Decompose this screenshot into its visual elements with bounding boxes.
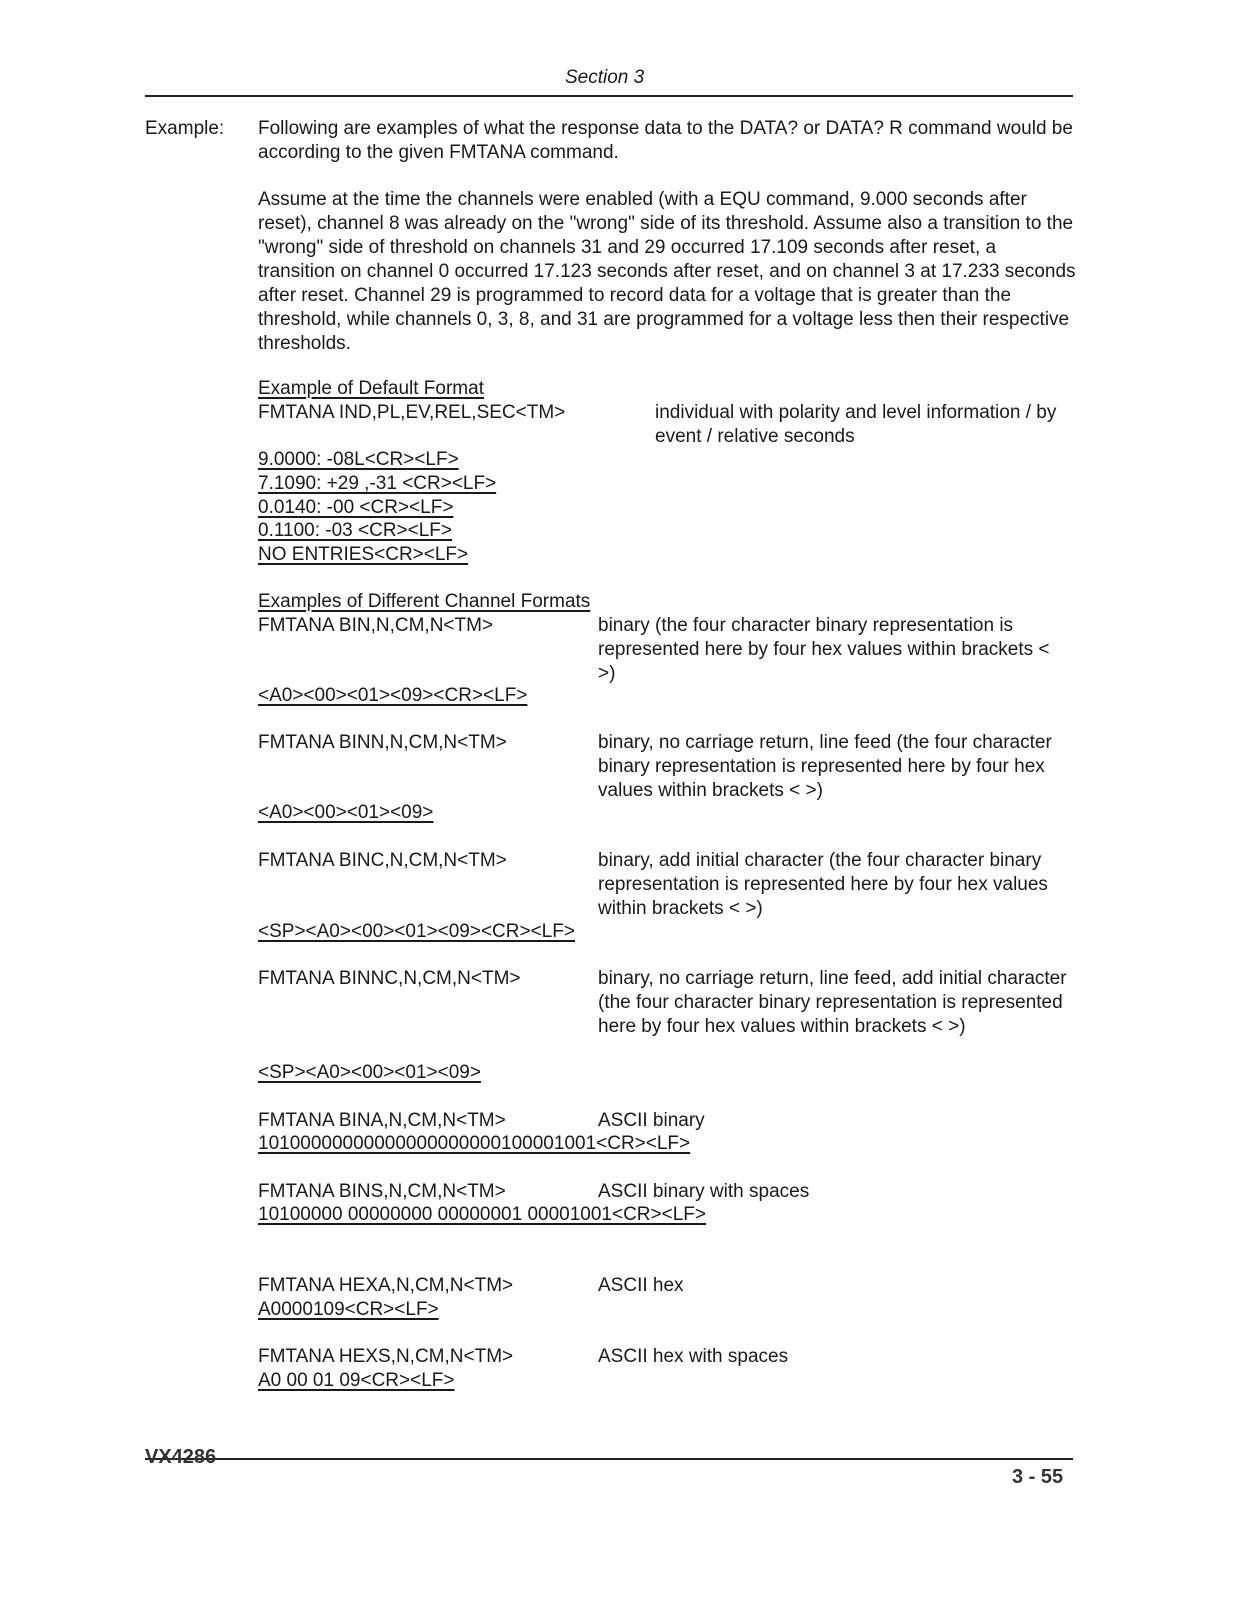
section-header: Section 3: [565, 67, 645, 88]
assumption-paragraph: Assume at the time the channels were enabled (with a EQU command, 9.000 seconds after reset), channel 8 was already on the "wrong" side of its threshold. Assume also a transition to the "wrong" side of threshold on channels 31 and 29 occurred 17.109 seconds after reset, a transition on channel 0 occurred 17.123 seconds after reset, and on channel 3 at 17.233 seconds after reset. Channel 29 is programmed to record data for a voltage that is greater than the threshold, while channels 0, 3, 8, and 31 are programmed for a voltage less then their respective thresholds.: [258, 189, 1076, 354]
format-description: binary, add initial character (the four character binary representation is represented here by four hex values within brackets < >): [598, 850, 1048, 919]
default-format-command: FMTANA IND,PL,EV,REL,SEC<TM>: [258, 402, 566, 423]
default-output-line: 0.0140: -00 <CR><LF>: [258, 497, 454, 518]
format-command: FMTANA BINS,N,CM,N<TM>: [258, 1181, 506, 1202]
format-output: 10100000 00000000 00000001 00001001<CR><LF>: [258, 1204, 706, 1225]
format-description: ASCII hex with spaces: [598, 1346, 789, 1367]
format-output: A0 00 01 09<CR><LF>: [258, 1370, 455, 1391]
default-output-line: 9.0000: -08L<CR><LF>: [258, 449, 459, 470]
default-output-line: 7.1090: +29 ,-31 <CR><LF>: [258, 473, 497, 494]
footer-page-number: 3 - 55: [1012, 1466, 1064, 1488]
format-output: A0000109<CR><LF>: [258, 1299, 439, 1320]
format-description: ASCII binary with spaces: [598, 1181, 810, 1202]
format-command: FMTANA BINC,N,CM,N<TM>: [258, 850, 507, 871]
format-command: FMTANA BINA,N,CM,N<TM>: [258, 1110, 506, 1131]
default-format-heading: Example of Default Format: [258, 378, 484, 399]
format-output: <SP><A0><00><01><09>: [258, 1062, 481, 1083]
default-output-line: 0.1100: -03 <CR><LF>: [258, 520, 452, 541]
format-description: binary (the four character binary representation is represented here by four hex values within brackets < >): [598, 615, 1050, 684]
default-output-line: NO ENTRIES<CR><LF>: [258, 544, 469, 565]
format-command: FMTANA HEXA,N,CM,N<TM>: [258, 1275, 514, 1296]
format-command: FMTANA BINNC,N,CM,N<TM>: [258, 968, 521, 989]
format-command: FMTANA BIN,N,CM,N<TM>: [258, 615, 494, 636]
intro-paragraph: Following are examples of what the response data to the DATA? or DATA? R command would be according to the given FMTANA command.: [258, 118, 1073, 163]
format-command: FMTANA BINN,N,CM,N<TM>: [258, 732, 507, 753]
footer-rule: [145, 1458, 1073, 1460]
format-description: binary, no carriage return, line feed, add initial character (the four character binary representation is represented here by four hex values within brackets < >): [598, 968, 1067, 1037]
format-output: <A0><00><01><09><CR><LF>: [258, 685, 528, 706]
default-format-description: individual with polarity and level information / by event / relative seconds: [655, 402, 1057, 447]
example-label: Example:: [145, 118, 225, 139]
format-description: ASCII binary: [598, 1110, 705, 1131]
format-output: <A0><00><01><09>: [258, 802, 434, 823]
channel-formats-heading: Examples of Different Channel Formats: [258, 591, 591, 612]
format-command: FMTANA HEXS,N,CM,N<TM>: [258, 1346, 514, 1367]
header-rule: [145, 95, 1073, 97]
format-output: <SP><A0><00><01><09><CR><LF>: [258, 921, 575, 942]
format-description: ASCII hex: [598, 1275, 684, 1296]
format-description: binary, no carriage return, line feed (the four character binary representation is represented here by four hex values within brackets < >): [598, 732, 1052, 801]
footer-product: VX4286: [145, 1446, 217, 1468]
format-output: 10100000000000000000000100001001<CR><LF>: [258, 1133, 691, 1154]
